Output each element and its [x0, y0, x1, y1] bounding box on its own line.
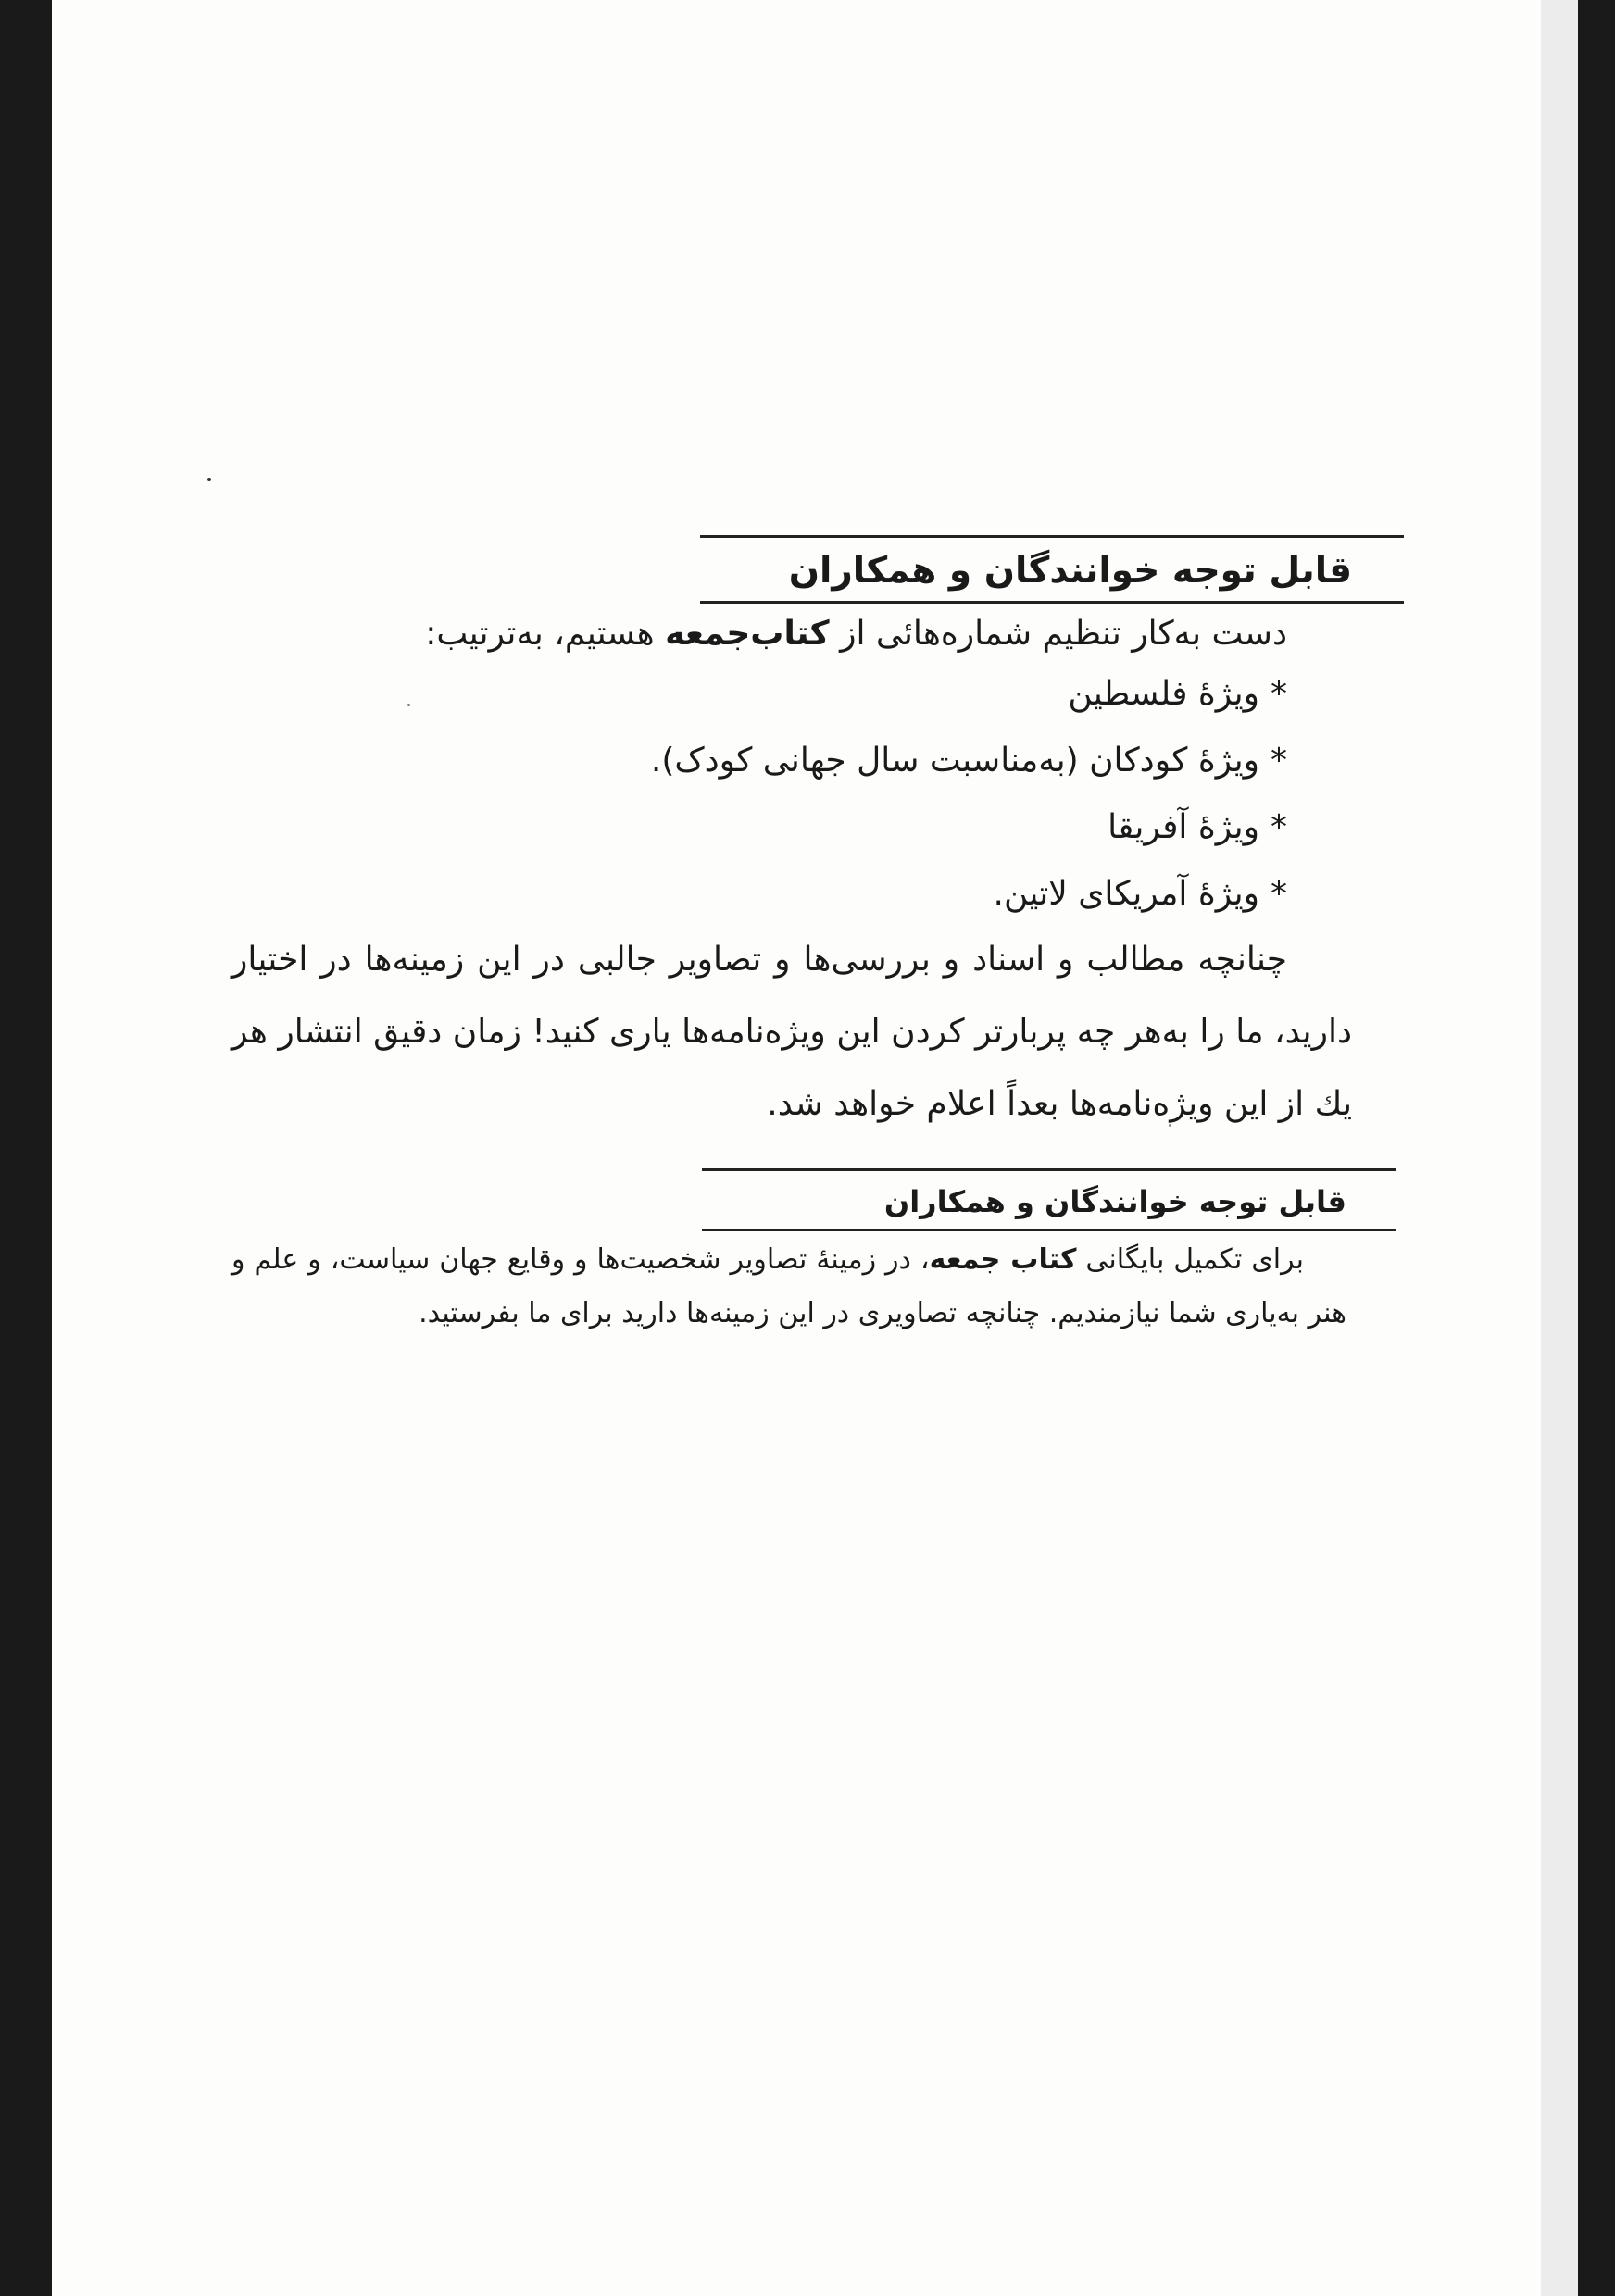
- notice-heading-1: قابل توجه خوانندگان و همکاران: [788, 550, 1352, 592]
- heading-bottom-rule: [702, 1229, 1396, 1231]
- list-item: *ویژهٔ کودکان (به‌مناسبت سال جهانی کودک).: [232, 728, 1404, 794]
- notice-intro: دست به‌کار تنظیم شماره‌هائی از کتاب‌جمعه هستیم، به‌ترتیب:: [425, 615, 1287, 653]
- page-edge-shadow: [1541, 0, 1578, 2296]
- list-item: *ویژهٔ فلسطین: [232, 661, 1404, 728]
- scanned-page: [52, 0, 1578, 2296]
- asterisk-bullet-icon: *: [1271, 742, 1287, 780]
- notice-section-1: [232, 535, 1404, 1141]
- notice-section-2: [232, 1168, 1396, 1341]
- ink-speck: [207, 478, 211, 481]
- notice-body-1: چنانچه مطالب و اسناد و بررسی‌ها و تصاویر جالبی در این زمینه‌ها در اختیار دارید، ما را به‌هر چه پربارتر کردن این ویژه‌نامه‌ها یاری کنید! زمان دقیق انتشار هر یك از این ویژه‌نامه‌ها بعداً اعلام خواهد شد.: [232, 941, 1352, 1123]
- heading-bottom-rule: [700, 601, 1404, 604]
- list-item: *ویژهٔ آفریقا: [232, 794, 1404, 861]
- magazine-name: کتاب‌جمعه: [665, 615, 830, 653]
- notice-heading-2: قابل توجه خوانندگان و همکاران: [883, 1184, 1346, 1219]
- heading-top-rule: [700, 535, 1404, 538]
- notice-body-2: برای تکمیل بایگانی کتاب جمعه، در زمینهٔ تصاویر شخصیت‌ها و وقایع جهان سیاست، و علم و هنر به‌یاری شما نیازمندیم. چنانچه تصاویری در این زمینه‌ها دارید برای ما بفرستید.: [232, 1243, 1346, 1329]
- asterisk-bullet-icon: *: [1271, 675, 1287, 713]
- magazine-name: کتاب جمعه: [929, 1243, 1077, 1276]
- asterisk-bullet-icon: *: [1271, 808, 1287, 846]
- heading-top-rule: [702, 1168, 1396, 1171]
- list-item: *ویژهٔ آمریکای لاتین.: [232, 861, 1404, 928]
- asterisk-bullet-icon: *: [1271, 875, 1287, 913]
